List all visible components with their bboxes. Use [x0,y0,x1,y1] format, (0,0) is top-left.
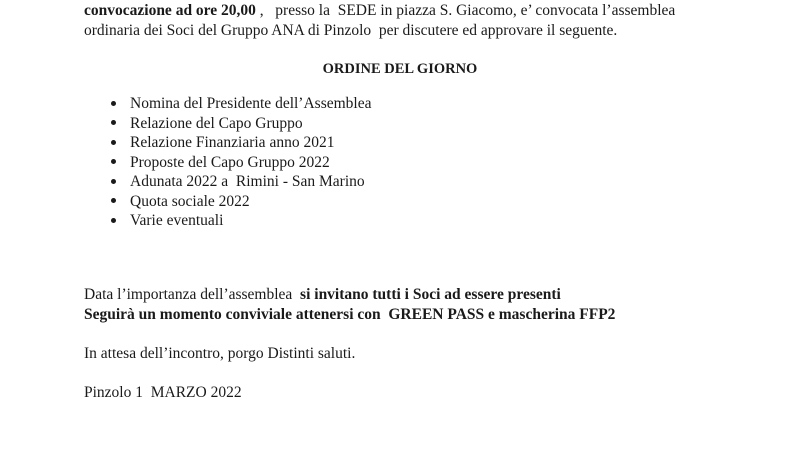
bullet-icon [111,159,116,164]
closing-paragraph-1: Data l’importanza dell’assemblea si invitano tutti i Soci ad essere presenti [84,286,561,303]
bullet-icon [111,140,116,145]
agenda-item: Adunata 2022 a Rimini - San Marino [111,173,365,191]
bullet-icon [111,198,116,203]
agenda-item: Relazione del Capo Gruppo [111,115,303,133]
convocation-time: convocazione ad ore 20,00 [84,2,256,19]
intro-line-2: ordinaria dei Soci del Gruppo ANA di Pinzolo per discutere ed approvare il seguente. [84,22,618,39]
place-date: Pinzolo 1 MARZO 2022 [84,384,242,401]
bullet-icon [111,218,116,223]
agenda-heading: ORDINE DEL GIORNO [322,61,478,77]
agenda-item: Relazione Finanziaria anno 2021 [111,134,334,152]
bullet-icon [111,120,116,125]
agenda-item: Proposte del Capo Gruppo 2022 [111,154,330,172]
bullet-icon [111,101,116,106]
agenda-item: Varie eventuali [111,212,223,230]
bullet-icon [111,179,116,184]
greeting: In attesa dell’incontro, porgo Distinti saluti. [84,345,356,362]
agenda-item: Quota sociale 2022 [111,193,250,211]
closing-paragraph-2: Seguirà un momento conviviale attenersi con GREEN PASS e mascherina FFP2 [84,306,616,323]
intro-line-1 [84,2,675,20]
agenda-item: Nomina del Presidente dell’Assemblea [111,95,371,113]
intro-line-1-rest: , presso la SEDE in piazza S. Giacomo, e’ convocata l’assemblea [255,2,676,19]
